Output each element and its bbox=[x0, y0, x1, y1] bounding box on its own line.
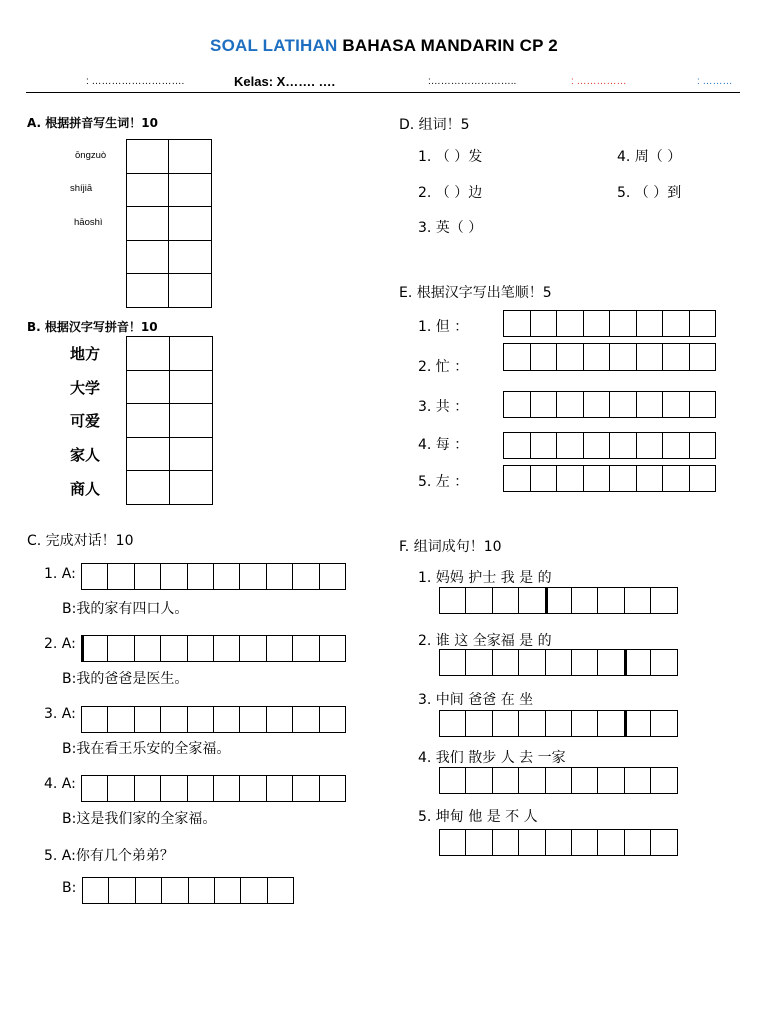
answer-cell[interactable] bbox=[267, 776, 293, 802]
answer-cell[interactable] bbox=[240, 636, 266, 662]
answer-cell[interactable] bbox=[161, 707, 187, 733]
answer-cell[interactable] bbox=[584, 311, 611, 337]
sentence-words: 1. 妈妈 护士 我 是 的 bbox=[418, 570, 552, 586]
answer-cell[interactable] bbox=[440, 711, 466, 737]
answer-cell[interactable] bbox=[519, 711, 545, 737]
answer-cell[interactable] bbox=[598, 650, 624, 676]
answer-cell[interactable] bbox=[466, 588, 492, 614]
answer-cell[interactable] bbox=[161, 564, 187, 590]
sentence-words: 5. 坤甸 他 是 不 人 bbox=[418, 809, 538, 825]
sentence-grid[interactable] bbox=[439, 587, 678, 614]
dialog-a-label: 1. A: bbox=[44, 566, 76, 582]
answer-cell[interactable] bbox=[637, 344, 664, 371]
answer-cell[interactable] bbox=[108, 707, 134, 733]
answer-cell[interactable] bbox=[690, 466, 717, 492]
dialog-answer-grid[interactable] bbox=[81, 775, 346, 802]
answer-cell[interactable] bbox=[82, 636, 108, 662]
answer-cell[interactable] bbox=[610, 433, 637, 459]
answer-cell[interactable] bbox=[493, 768, 519, 794]
answer-cell[interactable] bbox=[267, 564, 293, 590]
answer-cell[interactable] bbox=[493, 830, 519, 856]
answer-cell[interactable] bbox=[610, 392, 637, 418]
answer-cell[interactable] bbox=[546, 588, 572, 614]
answer-cell[interactable] bbox=[127, 371, 170, 404]
section-a-heading: A. 根据拼音写生词！10 bbox=[27, 116, 158, 130]
answer-cell[interactable] bbox=[161, 636, 187, 662]
answer-cell[interactable] bbox=[663, 344, 690, 371]
stroke-item: 3. 共 ： bbox=[418, 399, 469, 415]
answer-cell[interactable] bbox=[240, 564, 266, 590]
answer-cell[interactable] bbox=[625, 768, 651, 794]
dialog-answer-grid[interactable] bbox=[82, 877, 294, 904]
answer-cell[interactable] bbox=[637, 392, 664, 418]
answer-cell[interactable] bbox=[598, 588, 624, 614]
answer-cell[interactable] bbox=[663, 392, 690, 418]
answer-cell[interactable] bbox=[531, 433, 558, 459]
answer-cell[interactable] bbox=[651, 650, 677, 676]
name-field[interactable]: : ………………………. bbox=[86, 76, 185, 87]
answer-cell[interactable] bbox=[493, 650, 519, 676]
answer-cell[interactable] bbox=[584, 344, 611, 371]
answer-cell[interactable] bbox=[127, 241, 169, 274]
answer-cell[interactable] bbox=[572, 588, 598, 614]
answer-cell[interactable] bbox=[531, 392, 558, 418]
sentence-grid[interactable] bbox=[439, 767, 678, 794]
answer-cell[interactable] bbox=[690, 392, 717, 418]
pinyin-item: ōngzuò bbox=[75, 150, 107, 161]
answer-cell[interactable] bbox=[466, 650, 492, 676]
dialog-b-label: B: bbox=[62, 880, 77, 896]
answer-cell[interactable] bbox=[169, 174, 212, 207]
answer-cell[interactable] bbox=[127, 207, 169, 241]
answer-cell[interactable] bbox=[466, 768, 492, 794]
answer-cell[interactable] bbox=[109, 878, 135, 904]
answer-cell[interactable] bbox=[170, 471, 213, 505]
page-title bbox=[0, 36, 768, 56]
class-field[interactable]: Kelas: X……. …. bbox=[234, 74, 336, 89]
answer-cell[interactable] bbox=[127, 274, 169, 308]
dialog-answer-grid[interactable] bbox=[81, 635, 346, 662]
section-d-heading: D. 组词！5 bbox=[399, 117, 470, 133]
answer-cell[interactable] bbox=[440, 650, 466, 676]
answer-cell[interactable] bbox=[127, 140, 169, 174]
answer-cell[interactable] bbox=[651, 711, 677, 737]
answer-cell[interactable] bbox=[572, 711, 598, 737]
answer-cell[interactable] bbox=[584, 433, 611, 459]
answer-cell[interactable] bbox=[610, 466, 637, 492]
answer-cell[interactable] bbox=[189, 878, 215, 904]
answer-cell[interactable] bbox=[625, 830, 651, 856]
answer-cell[interactable] bbox=[214, 564, 240, 590]
sentence-words: 2. 谁 这 全家福 是 的 bbox=[418, 633, 552, 649]
answer-cell[interactable] bbox=[127, 337, 170, 371]
answer-cell[interactable] bbox=[466, 830, 492, 856]
answer-cell[interactable] bbox=[293, 636, 319, 662]
pinyin-item: shíjiā bbox=[70, 183, 93, 194]
number-field[interactable]: :…………………….. bbox=[428, 76, 517, 87]
answer-cell[interactable] bbox=[83, 878, 109, 904]
answer-cell[interactable] bbox=[241, 878, 267, 904]
answer-cell[interactable] bbox=[135, 776, 161, 802]
stroke-grid[interactable] bbox=[503, 432, 716, 459]
answer-cell[interactable] bbox=[557, 311, 584, 337]
answer-cell[interactable] bbox=[127, 174, 169, 207]
answer-cell[interactable] bbox=[169, 140, 212, 174]
word-item: 2. （ ）边 bbox=[418, 185, 483, 201]
dialog-b-text: B:我的家有四口人。 bbox=[62, 601, 189, 617]
answer-cell[interactable] bbox=[293, 564, 319, 590]
pinyin-item: hāoshì bbox=[74, 217, 103, 228]
dialog-answer-grid[interactable] bbox=[81, 706, 346, 733]
answer-cell[interactable] bbox=[572, 768, 598, 794]
answer-cell[interactable] bbox=[557, 433, 584, 459]
answer-cell[interactable] bbox=[493, 711, 519, 737]
answer-cell[interactable] bbox=[161, 776, 187, 802]
stroke-grid[interactable] bbox=[503, 391, 716, 418]
answer-cell[interactable] bbox=[169, 207, 212, 241]
answer-cell[interactable] bbox=[504, 311, 531, 337]
answer-grid-a[interactable] bbox=[126, 139, 212, 308]
answer-cell[interactable] bbox=[546, 830, 572, 856]
answer-cell[interactable] bbox=[572, 830, 598, 856]
answer-cell[interactable] bbox=[135, 707, 161, 733]
answer-cell[interactable] bbox=[637, 466, 664, 492]
answer-cell[interactable] bbox=[504, 466, 531, 492]
answer-cell[interactable] bbox=[188, 564, 214, 590]
answer-cell[interactable] bbox=[519, 768, 545, 794]
answer-cell[interactable] bbox=[610, 344, 637, 371]
dialog-a-label: 2. A: bbox=[44, 636, 76, 652]
answer-cell[interactable] bbox=[215, 878, 241, 904]
answer-cell[interactable] bbox=[663, 311, 690, 337]
dialog-b-text: B:我的爸爸是医生。 bbox=[62, 671, 189, 687]
answer-cell[interactable] bbox=[267, 636, 293, 662]
answer-cell[interactable] bbox=[135, 564, 161, 590]
answer-cell[interactable] bbox=[546, 711, 572, 737]
title-rest: BAHASA MANDARIN CP 2 bbox=[337, 36, 558, 55]
answer-cell[interactable] bbox=[663, 466, 690, 492]
answer-cell[interactable] bbox=[170, 371, 213, 404]
word-item: 5. （ ）到 bbox=[617, 185, 682, 201]
sentence-words: 3. 中间 爸爸 在 坐 bbox=[418, 692, 534, 708]
answer-cell[interactable] bbox=[169, 274, 212, 308]
answer-cell[interactable] bbox=[108, 564, 134, 590]
answer-cell[interactable] bbox=[557, 344, 584, 371]
answer-cell[interactable] bbox=[493, 588, 519, 614]
stroke-item: 5. 左 ： bbox=[418, 474, 469, 490]
answer-cell[interactable] bbox=[188, 776, 214, 802]
answer-cell[interactable] bbox=[651, 830, 677, 856]
answer-cell[interactable] bbox=[519, 650, 545, 676]
answer-cell[interactable] bbox=[135, 636, 161, 662]
answer-cell[interactable] bbox=[584, 392, 611, 418]
hanzi-item: 可爱 bbox=[70, 412, 101, 430]
answer-cell[interactable] bbox=[82, 776, 108, 802]
answer-cell[interactable] bbox=[214, 636, 240, 662]
answer-cell[interactable] bbox=[268, 878, 294, 904]
answer-cell[interactable] bbox=[440, 830, 466, 856]
hanzi-item: 家人 bbox=[70, 446, 101, 464]
answer-cell[interactable] bbox=[214, 776, 240, 802]
hanzi-item: 地方 bbox=[70, 345, 101, 363]
dialog-a-text: 5. A:你有几个弟弟？ bbox=[44, 848, 174, 864]
sentence-grid[interactable] bbox=[439, 710, 678, 737]
header-divider bbox=[26, 92, 740, 93]
answer-cell[interactable] bbox=[598, 711, 624, 737]
answer-cell[interactable] bbox=[557, 392, 584, 418]
answer-cell[interactable] bbox=[188, 636, 214, 662]
answer-cell[interactable] bbox=[504, 344, 531, 371]
answer-cell[interactable] bbox=[82, 707, 108, 733]
answer-cell[interactable] bbox=[127, 471, 170, 505]
answer-cell[interactable] bbox=[267, 707, 293, 733]
sentence-grid[interactable] bbox=[439, 649, 678, 676]
answer-cell[interactable] bbox=[531, 466, 558, 492]
title-highlight: SOAL LATIHAN bbox=[210, 36, 338, 55]
section-e-heading: E. 根据汉字写出笔顺！5 bbox=[399, 285, 552, 301]
answer-cell[interactable] bbox=[625, 588, 651, 614]
answer-cell[interactable] bbox=[637, 311, 664, 337]
answer-cell[interactable] bbox=[214, 707, 240, 733]
stroke-item: 4. 每 ： bbox=[418, 437, 469, 453]
answer-cell[interactable] bbox=[504, 433, 531, 459]
dialog-a-label: 3. A: bbox=[44, 706, 76, 722]
answer-cell[interactable] bbox=[170, 337, 213, 371]
answer-cell[interactable] bbox=[320, 776, 346, 802]
word-item: 3. 英（ ） bbox=[418, 220, 483, 236]
answer-cell[interactable] bbox=[108, 636, 134, 662]
answer-cell[interactable] bbox=[320, 707, 346, 733]
answer-cell[interactable] bbox=[82, 564, 108, 590]
answer-cell[interactable] bbox=[127, 404, 170, 438]
answer-cell[interactable] bbox=[598, 830, 624, 856]
stroke-grid[interactable] bbox=[503, 310, 716, 337]
answer-cell[interactable] bbox=[240, 707, 266, 733]
answer-cell[interactable] bbox=[440, 768, 466, 794]
dialog-b-text: B:这是我们家的全家福。 bbox=[62, 811, 217, 827]
date-field[interactable]: : …………… bbox=[571, 76, 627, 87]
answer-cell[interactable] bbox=[170, 404, 213, 438]
answer-cell[interactable] bbox=[519, 830, 545, 856]
answer-cell[interactable] bbox=[584, 466, 611, 492]
answer-grid-b[interactable] bbox=[126, 336, 213, 505]
answer-cell[interactable] bbox=[598, 768, 624, 794]
answer-cell[interactable] bbox=[690, 344, 717, 371]
answer-cell[interactable] bbox=[557, 466, 584, 492]
word-item: 1. （ ）发 bbox=[418, 149, 483, 165]
answer-cell[interactable] bbox=[546, 768, 572, 794]
dialog-b-text: B:我在看王乐安的全家福。 bbox=[62, 741, 231, 757]
stroke-grid[interactable] bbox=[503, 343, 716, 371]
answer-cell[interactable] bbox=[466, 711, 492, 737]
answer-cell[interactable] bbox=[546, 650, 572, 676]
answer-cell[interactable] bbox=[320, 564, 346, 590]
answer-cell[interactable] bbox=[504, 392, 531, 418]
answer-cell[interactable] bbox=[293, 707, 319, 733]
answer-cell[interactable] bbox=[690, 433, 717, 459]
stroke-item: 1. 但 ： bbox=[418, 319, 469, 335]
answer-cell[interactable] bbox=[188, 707, 214, 733]
answer-cell[interactable] bbox=[320, 636, 346, 662]
answer-cell[interactable] bbox=[531, 344, 558, 371]
answer-cell[interactable] bbox=[108, 776, 134, 802]
answer-cell[interactable] bbox=[572, 650, 598, 676]
answer-cell[interactable] bbox=[440, 588, 466, 614]
stroke-item: 2. 忙 ： bbox=[418, 359, 469, 375]
answer-cell[interactable] bbox=[625, 650, 651, 676]
answer-cell[interactable] bbox=[240, 776, 266, 802]
answer-cell[interactable] bbox=[637, 433, 664, 459]
answer-cell[interactable] bbox=[651, 768, 677, 794]
answer-cell[interactable] bbox=[170, 438, 213, 471]
score-field[interactable]: : ……… bbox=[697, 76, 733, 87]
answer-cell[interactable] bbox=[162, 878, 188, 904]
sentence-grid[interactable] bbox=[439, 829, 678, 856]
stroke-grid[interactable] bbox=[503, 465, 716, 492]
answer-cell[interactable] bbox=[169, 241, 212, 274]
answer-cell[interactable] bbox=[610, 311, 637, 337]
hanzi-item: 大学 bbox=[70, 379, 101, 397]
answer-cell[interactable] bbox=[651, 588, 677, 614]
answer-cell[interactable] bbox=[127, 438, 170, 471]
answer-cell[interactable] bbox=[531, 311, 558, 337]
dialog-answer-grid[interactable] bbox=[81, 563, 346, 590]
section-f-heading: F. 组词成句！10 bbox=[399, 539, 502, 555]
answer-cell[interactable] bbox=[293, 776, 319, 802]
sentence-words: 4. 我们 散步 人 去 一家 bbox=[418, 750, 566, 766]
word-item: 4. 周（ ） bbox=[617, 149, 682, 165]
dialog-a-label: 4. A: bbox=[44, 776, 76, 792]
section-c-heading: C. 完成对话！10 bbox=[27, 533, 134, 549]
answer-cell[interactable] bbox=[690, 311, 717, 337]
section-b-heading: B. 根据汉字写拼音！10 bbox=[27, 320, 158, 334]
answer-cell[interactable] bbox=[625, 711, 651, 737]
hanzi-item: 商人 bbox=[70, 480, 101, 498]
answer-cell[interactable] bbox=[663, 433, 690, 459]
answer-cell[interactable] bbox=[136, 878, 162, 904]
answer-cell[interactable] bbox=[519, 588, 545, 614]
